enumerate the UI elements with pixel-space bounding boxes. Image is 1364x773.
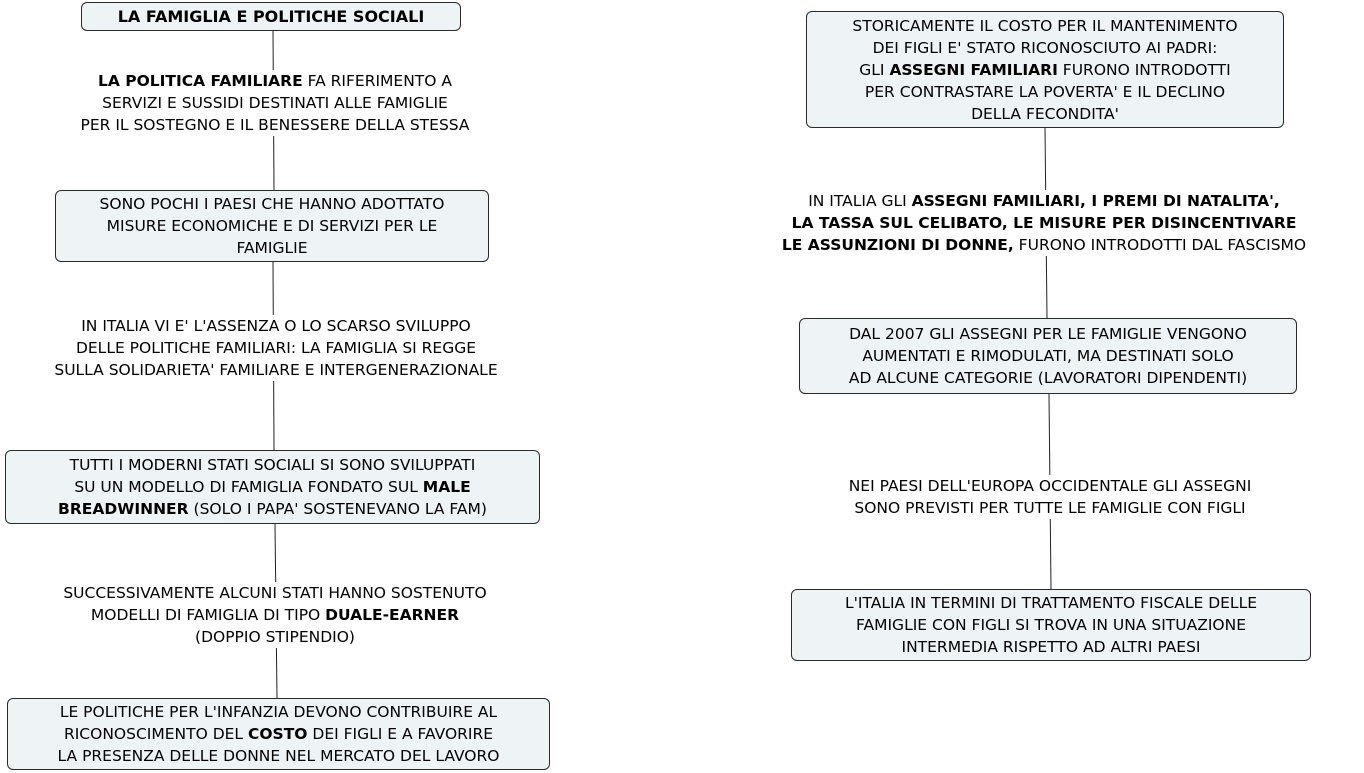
concept-node[interactable]: L'ITALIA IN TERMINI DI TRATTAMENTO FISCALE DELLE FAMIGLIE CON FIGLI SI TROVA IN UNA SITUAZIONE INTERMEDIA RISPETTO AD ALTRI PAESI <box>791 589 1311 661</box>
concept-node[interactable]: LE POLITICHE PER L'INFANZIA DEVONO CONTRIBUIRE AL RICONOSCIMENTO DEL COSTO DEI FIGLI E A FAVORIRE LA PRESENZA DELLE DONNE NEL MERCATO DEL LAVORO <box>7 698 550 770</box>
concept-node[interactable]: DAL 2007 GLI ASSEGNI PER LE FAMIGLIE VENGONO AUMENTATI E RIMODULATI, MA DESTINATI SOLO AD ALCUNE CATEGORIE (LAVORATORI DIPENDENTI) <box>799 318 1297 394</box>
connector-label: NEI PAESI DELL'EUROPA OCCIDENTALE GLI ASSEGNI SONO PREVISTI PER TUTTE LE FAMIGLIE CON FIGLI <box>800 475 1300 519</box>
concept-node[interactable]: TUTTI I MODERNI STATI SOCIALI SI SONO SVILUPPATI SU UN MODELLO DI FAMIGLIA FONDATO SUL MALE BREADWINNER (SOLO I PAPA' SOSTENEVANO LA FAM) <box>5 450 540 524</box>
map-title[interactable] <box>81 2 461 31</box>
connector-label: SUCCESSIVAMENTE ALCUNI STATI HANNO SOSTENUTO MODELLI DI FAMIGLIA DI TIPO DUALE-EARNER (DOPPIO STIPENDIO) <box>14 582 536 648</box>
connector-label: IN ITALIA GLI ASSEGNI FAMILIARI, I PREMI DI NATALITA', LA TASSA SUL CELIBATO, LE MISURE PER DISINCENTIVARE LE ASSUNZIONI DI DONNE, FURONO INTRODOTTI DAL FASCISMO <box>726 190 1362 256</box>
connector-label: LA POLITICA FAMILIARE FA RIFERIMENTO A SERVIZI E SUSSIDI DESTINATI ALLE FAMIGLIE PER IL SOSTEGNO E IL BENESSERE DELLA STESSA <box>36 70 514 136</box>
map-title-text: LA FAMIGLIA E POLITICHE SOCIALI <box>117 6 425 26</box>
concept-node[interactable]: STORICAMENTE IL COSTO PER IL MANTENIMENTO DEI FIGLI E' STATO RICONOSCIUTO AI PADRI: GLI ASSEGNI FAMILIARI FURONO INTRODOTTI PER CONTRASTARE LA POVERTA' E IL DECLINO DELLA FECONDITA' <box>806 11 1284 128</box>
concept-node[interactable]: SONO POCHI I PAESI CHE HANNO ADOTTATO MISURE ECONOMICHE E DI SERVIZI PER LE FAMIGLIE <box>55 190 489 262</box>
connector-label: IN ITALIA VI E' L'ASSENZA O LO SCARSO SVILUPPO DELLE POLITICHE FAMILIARI: LA FAMIGLIA SI REGGE SULLA SOLIDARIETA' FAMILIARE E INTERGENERAZIONALE <box>4 315 548 381</box>
